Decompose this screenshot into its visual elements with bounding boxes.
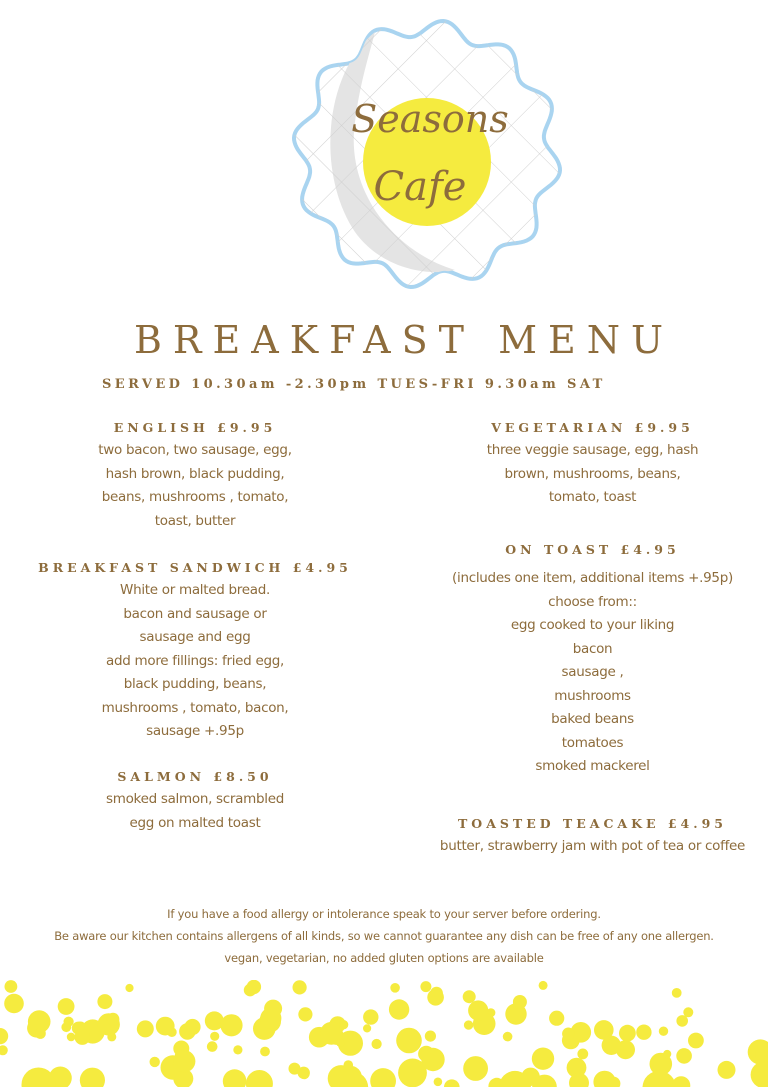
decorative-dot (659, 1027, 668, 1036)
decorative-dot (22, 1068, 56, 1087)
decorative-dot (207, 1041, 218, 1052)
decorative-dot (676, 1048, 692, 1064)
decorative-dot (468, 1000, 488, 1020)
decorative-dot (75, 1029, 91, 1045)
menu-line: two bacon, two sausage, egg, (98, 442, 292, 458)
decorative-dot (0, 1045, 8, 1055)
decorative-dot (0, 1028, 8, 1044)
section-lines (20, 579, 370, 744)
section-heading: VEGETARIAN £9.95 (491, 420, 694, 435)
menu-line: hash brown, black pudding, (105, 465, 285, 482)
menu-line: egg cooked to your liking (510, 617, 675, 633)
decorative-dot (223, 1069, 247, 1087)
decorative-dot (344, 1060, 354, 1070)
section-breakfast-sandwich (20, 560, 370, 744)
decorative-dot (444, 1079, 460, 1087)
decorative-dot (184, 1019, 200, 1035)
decorative-dots (0, 980, 768, 1087)
decorative-dot (246, 1070, 273, 1087)
serving-hours: SERVED 10.30am -2.30pm TUES-FRI 9.30am SAT (102, 377, 606, 392)
decorative-dot (220, 1014, 242, 1036)
section-lines (440, 439, 745, 510)
allergy-notice (0, 903, 768, 969)
menu-line: tomato, toast (548, 489, 637, 505)
menu-line: add more fillings: fried egg, (106, 652, 284, 669)
menu-line: mushrooms , tomato, bacon, (101, 699, 289, 716)
notice-line: If you have a food allergy or intolerance speak to your server before ordering. (167, 907, 601, 921)
menu-line: sausage +.95p (146, 723, 244, 739)
decorative-dot (67, 1033, 76, 1042)
notice-line: vegan, vegetarian, no added gluten options are available (224, 951, 544, 965)
menu-line: White or malted bread. (120, 582, 270, 598)
decorative-dot (389, 999, 409, 1019)
decorative-dot (233, 1045, 242, 1054)
decorative-dot (173, 1050, 195, 1072)
decorative-dot (434, 1078, 443, 1087)
decorative-dot (363, 1009, 378, 1024)
logo-line1: Seasons (351, 97, 509, 141)
decorative-dot (64, 1017, 74, 1027)
decorative-dot (260, 1008, 281, 1029)
decorative-dot (532, 1048, 554, 1070)
decorative-dot (688, 1033, 704, 1049)
decorative-dot (513, 995, 527, 1009)
decorative-dot (289, 1063, 301, 1075)
decorative-dot (390, 983, 400, 993)
menu-line: bacon and sausage or (123, 605, 267, 622)
menu-line: butter, strawberry jam with pot of tea or coffee (439, 838, 746, 854)
section-heading: ENGLISH £9.95 (113, 420, 277, 435)
section-heading: ON TOAST £4.95 (505, 542, 680, 557)
logo-line2: Cafe (373, 164, 467, 210)
menu-line: (includes one item, additional items +.95p) (452, 570, 733, 586)
decorative-dot (4, 994, 24, 1014)
menu-line: sausage , (561, 664, 624, 680)
decorative-dot (463, 990, 476, 1003)
decorative-dot (336, 1039, 344, 1047)
decorative-dot (260, 1047, 270, 1057)
section-lines (60, 788, 330, 835)
decorative-dot (427, 989, 444, 1006)
menu-line: choose from:: (548, 593, 637, 610)
menu-line: black pudding, beans, (123, 676, 267, 692)
menu-line: toast, butter (154, 512, 236, 529)
decorative-dot (503, 1032, 513, 1042)
section-lines (420, 567, 765, 779)
decorative-dot (425, 1031, 436, 1042)
decorative-dot (150, 1057, 160, 1067)
decorative-dot (372, 1039, 382, 1049)
decorative-dot (464, 1020, 473, 1029)
menu-line: beans, mushrooms , tomato, (101, 489, 289, 505)
decorative-dot (463, 1056, 488, 1081)
decorative-dot (663, 1050, 671, 1058)
menu-line: sausage and egg (139, 629, 251, 645)
seasons-cafe-logo (285, 12, 570, 292)
menu-line: smoked salmon, scrambled (106, 791, 284, 807)
menu-line: brown, mushrooms, beans, (504, 465, 681, 482)
decorative-dot (396, 1028, 422, 1054)
decorative-dot (137, 1020, 154, 1037)
decorative-dot (4, 980, 17, 993)
decorative-dot (602, 1036, 621, 1055)
section-lines (400, 835, 768, 859)
decorative-dot (107, 1013, 120, 1026)
menu-line: baked beans (551, 711, 634, 727)
decorative-dot (97, 994, 112, 1009)
decorative-dot (521, 1068, 539, 1086)
decorative-dot (718, 1061, 736, 1079)
decorative-dot (339, 1020, 348, 1029)
decorative-dot (751, 1061, 768, 1087)
decorative-dot (619, 1025, 636, 1042)
decorative-dot (298, 1007, 312, 1021)
page-title: BREAKFAST MENU (134, 318, 674, 362)
menu-line: tomatoes (561, 734, 624, 751)
decorative-dot (293, 980, 307, 994)
decorative-dot (549, 1011, 564, 1026)
decorative-dot (370, 1068, 396, 1087)
decorative-dot (363, 1024, 371, 1032)
decorative-dot (299, 1069, 309, 1079)
decorative-dot (125, 984, 133, 992)
decorative-dot (672, 988, 682, 998)
decorative-dot (755, 1049, 766, 1060)
decorative-dot (58, 998, 75, 1015)
notice-line: Be aware our kitchen contains allergens of all kinds, so we cannot guarantee any dish can be free of any one allergen. (54, 929, 714, 943)
decorative-dot (35, 1028, 46, 1039)
menu-line: bacon (572, 640, 613, 657)
menu-line: mushrooms (554, 687, 631, 704)
section-toasted-teacake (400, 816, 768, 859)
decorative-dot (539, 981, 548, 990)
section-lines (60, 439, 330, 533)
menu-line: egg on malted toast (129, 814, 261, 831)
decorative-dot (244, 984, 257, 997)
decorative-dot (672, 1076, 690, 1087)
section-vegetarian (440, 420, 745, 510)
decorative-dot (562, 1028, 574, 1040)
decorative-dot (577, 1049, 588, 1060)
decorative-dot (421, 1048, 444, 1071)
section-salmon (60, 769, 330, 835)
section-on-toast (420, 542, 765, 779)
section-heading: BREAKFAST SANDWICH £4.95 (38, 560, 352, 575)
decorative-dot (210, 1032, 219, 1041)
decorative-dot (420, 981, 431, 992)
decorative-dot (156, 1017, 175, 1036)
section-heading: SALMON £8.50 (117, 769, 273, 784)
menu-line: smoked mackerel (535, 758, 650, 774)
section-heading: TOASTED TEACAKE £4.95 (458, 816, 727, 831)
section-english (60, 420, 330, 533)
menu-line: three veggie sausage, egg, hash (486, 442, 699, 458)
decorative-dot (676, 1015, 688, 1027)
decorative-dot (80, 1068, 105, 1087)
decorative-dot (636, 1025, 651, 1040)
